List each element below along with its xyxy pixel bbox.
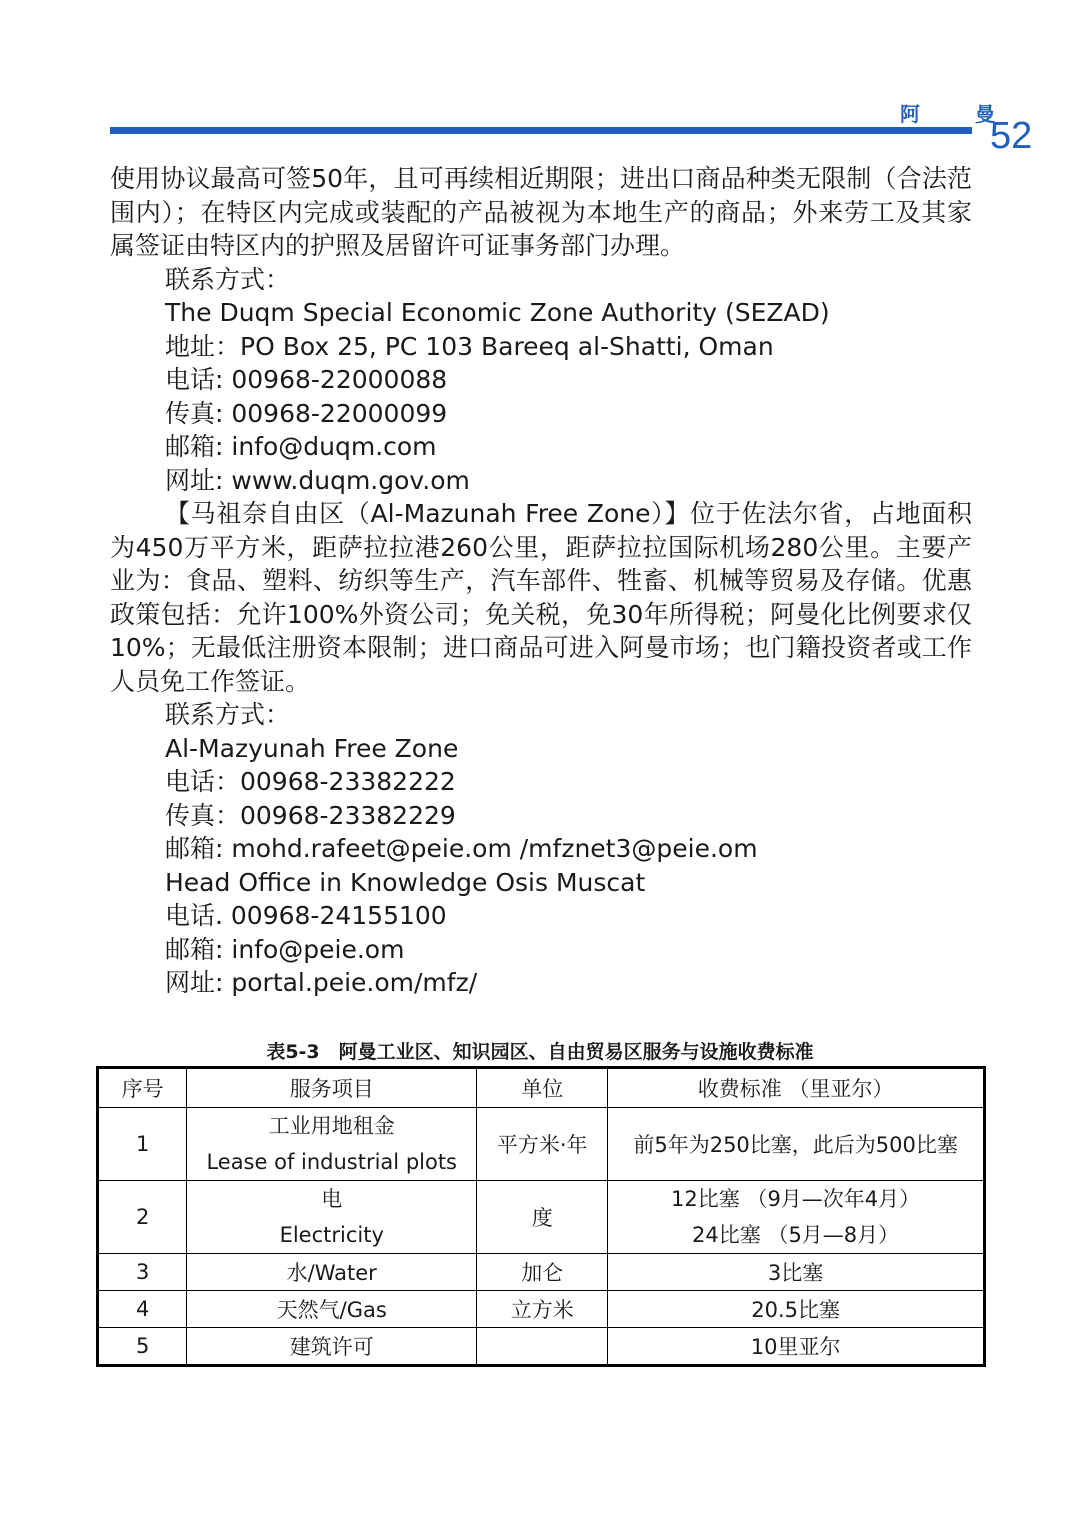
column-header: 序号: [98, 1068, 187, 1108]
cell-unit: 平方米·年: [477, 1108, 608, 1181]
column-header: 收费标准 （里亚尔）: [608, 1068, 985, 1108]
table-row: [98, 1254, 985, 1291]
item-en: Lease of industrial plots: [206, 1150, 458, 1174]
cell-no: 2: [98, 1181, 187, 1254]
fee-line: 24比塞 （5月—8月）: [692, 1223, 900, 1247]
contact-line: 电话. 00968-24155100: [165, 901, 447, 930]
contact-website: 网址: www.duqm.gov.om: [165, 465, 470, 495]
cell-item: [187, 1181, 477, 1254]
column-header: 服务项目: [187, 1068, 477, 1108]
cell-fee: 前5年为250比塞，此后为500比塞: [608, 1108, 985, 1181]
table-row: [98, 1108, 985, 1181]
item-cn: 电: [321, 1187, 343, 1211]
contact-line: The Duqm Special Economic Zone Authority (SEZAD): [165, 298, 830, 327]
cell-item: 建筑许可: [187, 1328, 477, 1366]
column-header: 单位: [477, 1068, 608, 1108]
table-row: [98, 1181, 985, 1254]
contact-email: 邮箱: mohd.rafeet@peie.om /mfznet3@peie.om: [165, 834, 758, 863]
cell-item: [187, 1108, 477, 1181]
cell-no: 4: [98, 1291, 187, 1328]
cell-item: 天然气/Gas: [187, 1291, 477, 1328]
cell-no: 3: [98, 1254, 187, 1291]
fee-line: 12比塞 （9月—次年4月）: [671, 1187, 921, 1211]
body-text: [110, 162, 972, 1000]
contact-line: 联系方式：: [165, 264, 291, 294]
contact-email: 邮箱: info@duqm.com: [165, 432, 437, 461]
contact-line: 传真：00968-23382229: [165, 800, 456, 830]
cell-fee: [608, 1181, 985, 1254]
cell-unit: 度: [477, 1181, 608, 1254]
contact-block-mazunah: [110, 698, 972, 1000]
cell-fee: 3比塞: [608, 1254, 985, 1291]
cell-item: 水/Water: [187, 1254, 477, 1291]
contact-line: 联系方式：: [165, 700, 291, 729]
header-country: 阿 曼: [900, 102, 1019, 126]
contact-line: Head Office in Knowledge Osis Muscat: [165, 867, 646, 897]
cell-fee: 20.5比塞: [608, 1291, 985, 1328]
contact-block-duqm: [110, 263, 972, 498]
cell-no: 1: [98, 1108, 187, 1181]
header-rule: [110, 127, 972, 134]
table-row: [98, 1291, 985, 1328]
table-row: [98, 1328, 985, 1366]
page-number: 52: [990, 115, 1033, 157]
paragraph-1: 使用协议最高可签50年，且可再续相近期限；进出口商品种类无限制（合法范围内）；在特区内完成或装配的产品被视为本地生产的商品；外来劳工及其家属签证由特区内的护照及居留许可证事务部门办理。: [110, 164, 972, 260]
item-en: Electricity: [279, 1223, 384, 1247]
contact-line: 传真: 00968-22000099: [165, 398, 448, 428]
contact-line: 电话: 00968-22000088: [165, 365, 448, 394]
cell-unit: 立方米: [477, 1291, 608, 1328]
paragraph-2: 【马祖奈自由区（Al-Mazunah Free Zone）】位于佐法尔省，占地面积为450万平方米，距萨拉拉港260公里，距萨拉拉国际机场280公里。主要产业为：食品、塑料、纺织等生产，汽车部件、牲畜、机械等贸易及存储。优惠政策包括：允许100%外资公司；免关税，免30年所得税；阿曼化比例要求仅10%；无最低注册资本限制；进口商品可进入阿曼市场；也门籍投资者或工作人员免工作签证。: [110, 499, 972, 696]
contact-line: 电话：00968-23382222: [165, 767, 456, 796]
cell-unit: 加仑: [477, 1254, 608, 1291]
fee-table: [96, 1066, 986, 1367]
cell-no: 5: [98, 1328, 187, 1366]
cell-fee: 10里亚尔: [608, 1328, 985, 1366]
cell-unit: [477, 1328, 608, 1366]
table-caption: 表5-3 阿曼工业区、知识园区、自由贸易区服务与设施收费标准: [266, 1041, 814, 1063]
contact-website: 网址: portal.peie.om/mfz/: [165, 968, 478, 997]
item-cn: 工业用地租金: [268, 1114, 395, 1138]
contact-email: 邮箱: info@peie.om: [165, 934, 405, 964]
contact-line: Al-Mazyunah Free Zone: [165, 733, 459, 763]
table-header-row: [98, 1068, 985, 1108]
contact-line: 地址：PO Box 25, PC 103 Bareeq al-Shatti, Oman: [165, 331, 774, 361]
